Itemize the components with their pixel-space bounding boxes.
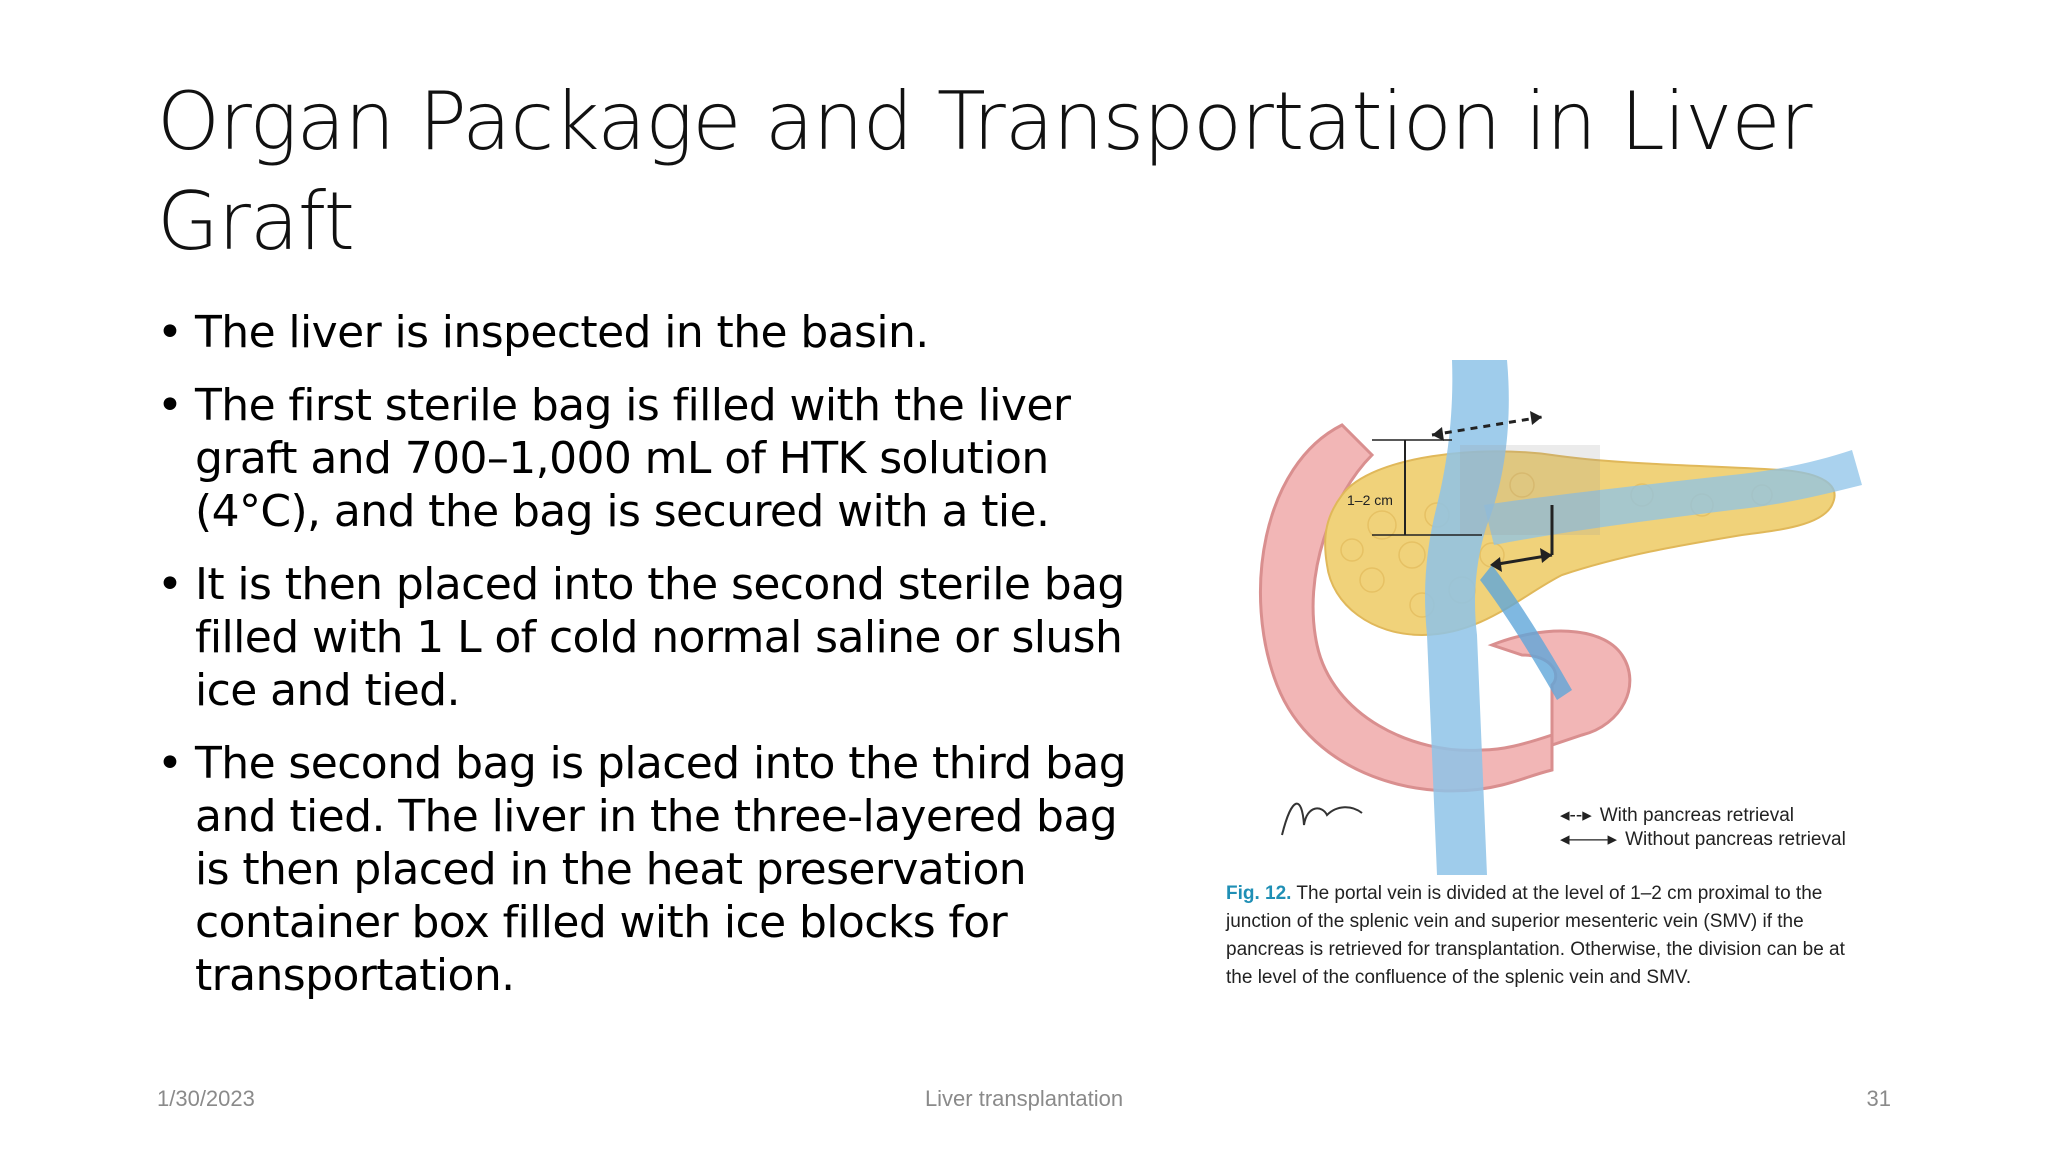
- measure-label: 1–2 cm: [1347, 492, 1393, 508]
- pancreas-diagram: [1222, 355, 1882, 875]
- bullet-text: It is then placed into the second sterile bag filled with 1 L of cold normal saline or slush ice and tied.: [195, 559, 1125, 716]
- bullet-item: [157, 737, 1147, 1002]
- artist-signature: [1282, 804, 1362, 835]
- legend-label-dashed: With pancreas retrieval: [1599, 805, 1795, 826]
- caption-text: The portal vein is divided at the level of 1–2 cm proximal to the junction of the splenic vein and superior mesenteric vein (SMV) if the pancreas is retrieved for transplantation. Otherwise, the division can be at the level of the confluence of the splenic vein and SMV.: [1226, 883, 1845, 988]
- legend-row-dashed: [1560, 804, 1846, 828]
- solid-double-arrow-icon: ◂——▸: [1560, 829, 1618, 850]
- bullet-item: [157, 306, 1147, 359]
- bullet-text: The liver is inspected in the basin.: [195, 307, 929, 358]
- caption-label: Fig. 12.: [1226, 883, 1292, 904]
- legend-label-solid: Without pancreas retrieval: [1625, 829, 1846, 850]
- bullet-text: The second bag is placed into the third bag and tied. The liver in the three-layered bag is then placed in the heat preservation container box filled with ice blocks for transportation.: [195, 738, 1127, 1001]
- bullet-list: [157, 306, 1147, 1022]
- figure-legend: [1560, 804, 1846, 852]
- bullet-icon: •: [157, 738, 183, 789]
- footer-title: Liver transplantation: [924, 1086, 1124, 1111]
- footer-page-number: 31: [1866, 1086, 1891, 1111]
- bullet-item: [157, 558, 1147, 717]
- pancreas-illustration: [1222, 355, 1882, 1155]
- bullet-icon: •: [157, 380, 183, 431]
- dashed-double-arrow-icon: ◂‑‑▸: [1560, 805, 1592, 826]
- bullet-text: The first sterile bag is filled with the liver graft and 700–1,000 mL of HTK solution (4°C), and the bag is secured with a tie.: [195, 380, 1071, 537]
- figure-caption: [1226, 880, 1876, 992]
- footer-date: 1/30/2023: [157, 1086, 255, 1111]
- legend-row-solid: [1560, 828, 1846, 852]
- bullet-icon: •: [157, 559, 183, 610]
- slide-title: Organ Package and Transportation in Liver Graft: [157, 75, 1812, 268]
- bullet-item: [157, 379, 1147, 538]
- dashed-arrowhead: [1432, 427, 1444, 441]
- bullet-icon: •: [157, 307, 183, 358]
- division-zone: [1460, 445, 1600, 535]
- dashed-arrowhead: [1530, 411, 1542, 425]
